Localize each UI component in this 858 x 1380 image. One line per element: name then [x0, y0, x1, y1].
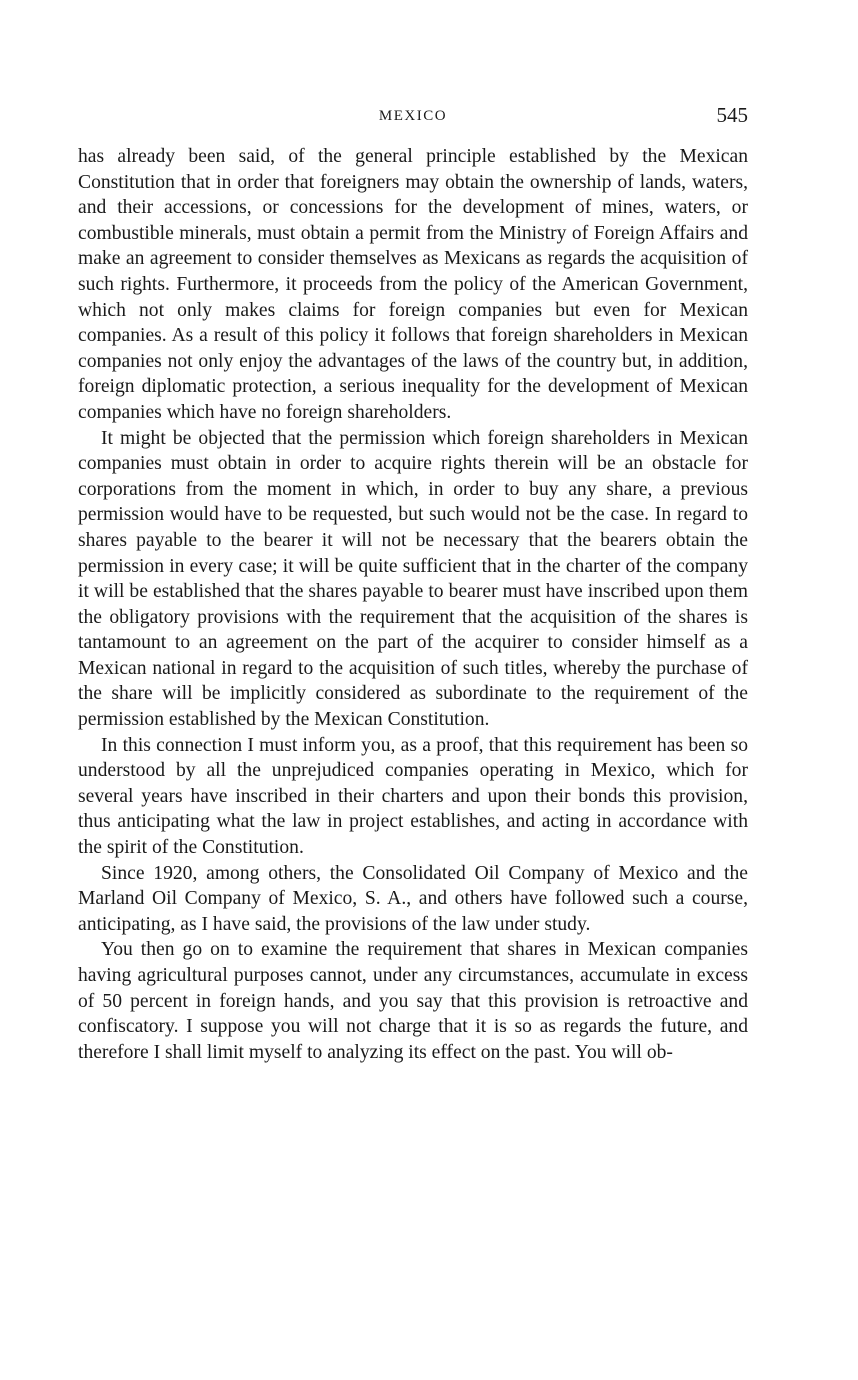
running-title: MEXICO	[378, 108, 448, 124]
body-text	[78, 144, 748, 1065]
paragraph-continued: has already been said, of the general principle established by the Mexican Constitution that in order that foreigners may obtain the ownership of lands, waters, and their accessions, or concessions for the development of mines, waters, or combustible minerals, must obtain a permit from the Ministry of Foreign Affairs and make an agreement to consider themselves as Mexicans as regards the acquisition of such rights. Furthermore, it proceeds from the policy of the American Government, which not only makes claims for foreign companies but even for Mexican companies. As a result of this policy it follows that foreign shareholders in Mexican companies not only enjoy the advantages of the laws of the country but, in addition, foreign diplomatic protection, a serious inequality for the development of Mexican companies which have no foreign shareholders.	[78, 146, 748, 423]
running-header	[78, 100, 748, 134]
page-number: 545	[716, 103, 748, 127]
paragraph: Since 1920, among others, the Consolidated Oil Company of Mexico and the Marland Oil Company of Mexico, S. A., and others have followed such a course, anticipating, as I have said, the provisions of the law under study.	[78, 862, 748, 935]
document-page	[78, 100, 748, 1065]
paragraph: You then go on to examine the requirement that shares in Mexican companies having agricultural purposes cannot, under any circumstances, accumulate in excess of 50 percent in foreign hands, and you say that this provision is retroactive and confiscatory. I suppose you will not charge that it is so as regards the future, and therefore I shall limit myself to analyzing its effect on the past. You will ob-	[78, 939, 748, 1063]
paragraph: It might be objected that the permission which foreign shareholders in Mexican companies must obtain in order to acquire rights therein will be an obstacle for corporations from the moment in which, in order to buy any share, a previous permission would have to be requested, but such would not be the case. In regard to shares payable to the bearer it will not be necessary that the bearers obtain the permission in every case; it will be quite sufficient that in the charter of the company it will be established that the shares payable to bearer must have inscribed upon them the obligatory provisions with the requirement that the acquisition of the shares is tantamount to an agreement on the part of the acquirer to consider himself as a Mexican national in regard to the acquisition of such titles, whereby the purchase of the share will be implicitly considered as subordinate to the requirement of the permission established by the Mexican Constitution.	[78, 427, 748, 731]
paragraph: In this connection I must inform you, as a proof, that this requirement has been so understood by all the unprejudiced companies operating in Mexico, which for several years have inscribed in their charters and upon their bonds this provision, thus anticipating what the law in project establishes, and acting in accordance with the spirit of the Constitution.	[78, 734, 748, 859]
